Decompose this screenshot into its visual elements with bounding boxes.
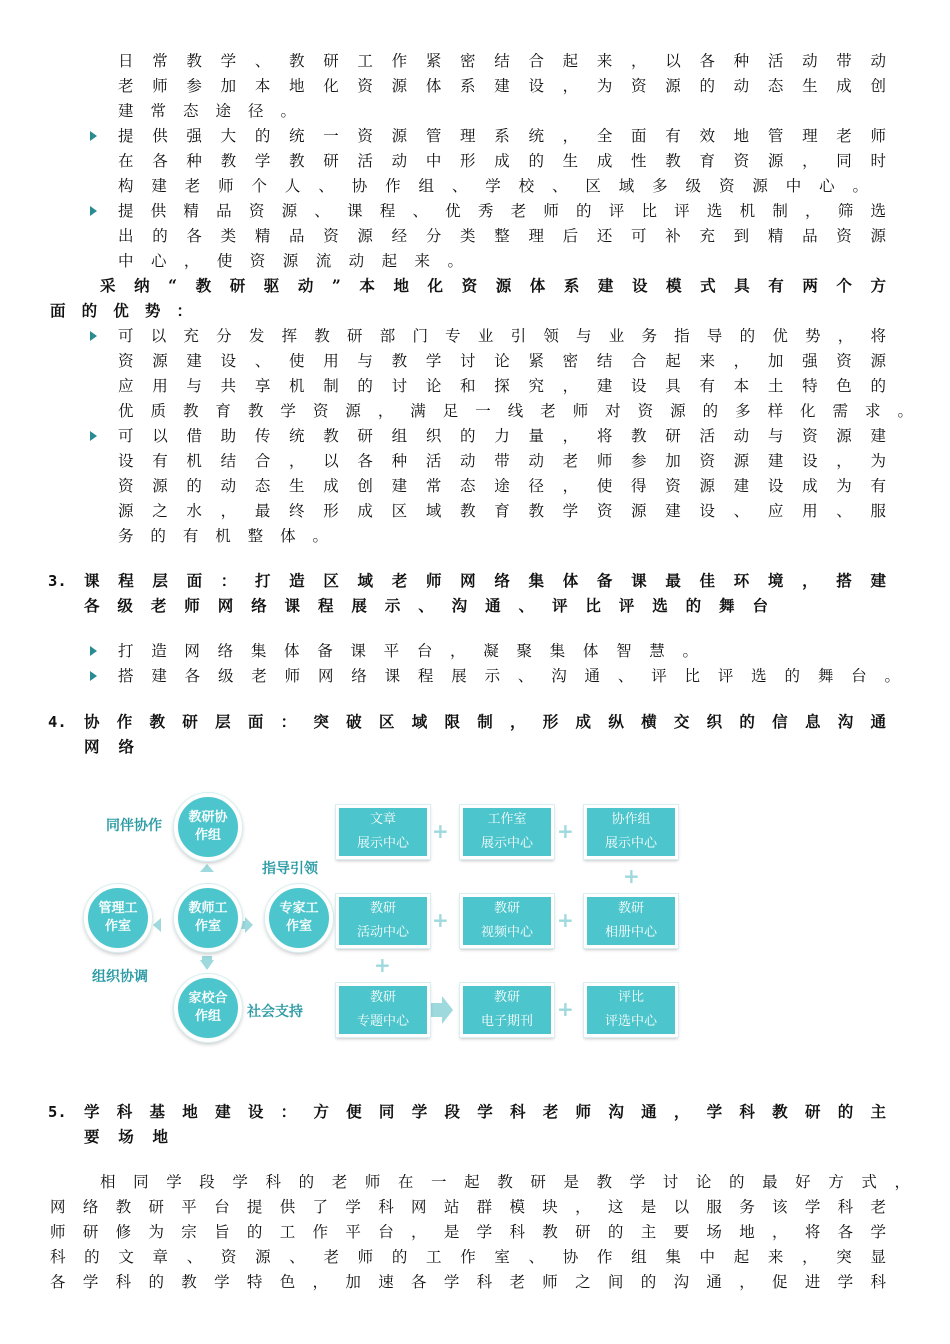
e-journal-box: 教研 电子期刊	[460, 983, 554, 1037]
bullet-arrow-icon	[90, 331, 97, 341]
bullet-arrow-icon	[90, 671, 97, 681]
bullet-line: 资源的动态生成创建常态途径，使得资源建设成为有	[118, 477, 886, 495]
plus-icon: +	[432, 819, 449, 843]
section-heading: 协作教研层面：突破区域限制，形成纵横交织的信息沟通	[84, 712, 886, 731]
studio-center-box: 工作室 展示中心	[460, 805, 554, 859]
label-social-support: 社会支持	[247, 1004, 303, 1020]
expert-studio-node: 专家工 作室	[265, 884, 333, 952]
home-school-group-node: 家校合 作组	[174, 974, 242, 1042]
arrow-up-icon	[200, 864, 214, 872]
management-studio-node: 管理工 作室	[84, 884, 152, 952]
bullet-arrow-icon	[90, 206, 97, 216]
bullet-line: 提供强大的统一资源管理系统，全面有效地管理老师	[118, 127, 886, 145]
plus-icon: +	[374, 953, 391, 977]
section-heading: 学科基地建设：方便同学段学科老师沟通，学科教研的主	[84, 1102, 886, 1121]
section-heading: 网络	[84, 737, 134, 756]
bullet-line: 源之水，最终形成区域教育教学资源建设、应用、服	[118, 502, 886, 520]
bullet-line: 搭建各级老师网络课程展示、沟通、评比评选的舞台。	[118, 667, 900, 685]
arrow-left-icon	[153, 918, 161, 932]
bold-paragraph-line: 采纳“教研驱动”本地化资源体系建设模式具有两个方	[100, 276, 886, 295]
heading-number: 3.	[48, 572, 67, 590]
paragraph-line: 日常教学、教研工作紧密结合起来，以各种活动带动	[118, 52, 886, 70]
activity-center-box: 教研 活动中心	[336, 894, 430, 948]
teacher-studio-node: 教师工 作室	[174, 884, 242, 952]
paragraph-line: 相同学段学科的老师在一起教研是教学讨论的最好方式，	[100, 1173, 910, 1191]
bullet-line: 出的各类精品资源经分类整理后还可补充到精品资源	[118, 227, 886, 245]
bullet-line: 提供精品资源、课程、优秀老师的评比评选机制，筛选	[118, 202, 886, 220]
label-organization: 组织协调	[92, 969, 148, 985]
plus-icon: +	[432, 908, 449, 932]
paragraph-line: 科的文章、资源、老师的工作室、协作组集中起来，突显	[50, 1248, 886, 1266]
plus-icon: +	[557, 819, 574, 843]
section-heading: 课程层面：打造区域老师网络集体备课最佳环境，搭建	[84, 571, 886, 590]
bullet-line: 在各种教学教研活动中形成的生成性教育资源，同时	[118, 152, 886, 170]
evaluation-center-box: 评比 评选中心	[584, 983, 678, 1037]
bullet-line: 中心，使资源流动起来。	[118, 252, 463, 270]
bullet-line: 构建老师个人、协作组、学校、区域多级资源中心。	[118, 177, 868, 195]
plus-icon: +	[623, 864, 640, 888]
bullet-line: 务的有机整体。	[118, 527, 328, 545]
bullet-line: 应用与共享机制的讨论和探究，建设具有本土特色的	[118, 377, 886, 395]
collaboration-diagram	[80, 790, 690, 1060]
bullet-line: 可以借助传统教研组织的力量，将教研活动与资源建	[118, 427, 886, 445]
bullet-line: 打造网络集体备课平台，凝聚集体智慧。	[118, 642, 698, 660]
plus-icon: +	[557, 997, 574, 1021]
bullet-line: 资源建设、使用与教学讨论紧密结合起来，加强资源	[118, 352, 886, 370]
section-heading: 各级老师网络课程展示、沟通、评比评选的舞台	[84, 596, 768, 615]
topic-center-box: 教研 专题中心	[336, 983, 430, 1037]
paragraph-line: 各学科的教学特色，加速各学科老师之间的沟通，促进学科	[50, 1273, 886, 1291]
bullet-line: 优质教育教学资源，满足一线老师对资源的多样化需求。	[118, 402, 913, 420]
heading-number: 5.	[48, 1103, 67, 1121]
group-center-box: 协作组 展示中心	[584, 805, 678, 859]
paragraph-line: 建常态途径。	[118, 102, 296, 120]
arrow-right-icon	[430, 996, 453, 1024]
bullet-arrow-icon	[90, 431, 97, 441]
heading-number: 4.	[48, 713, 67, 731]
bullet-line: 设有机结合，以各种活动带动老师参加资源建设，为	[118, 452, 886, 470]
paragraph-line: 网络教研平台提供了学科网站群模块，这是以服务该学科老	[50, 1198, 886, 1216]
teaching-research-group-node: 教研协 作组	[174, 793, 242, 861]
bullet-arrow-icon	[90, 131, 97, 141]
label-peer-collaboration: 同伴协作	[106, 818, 162, 834]
bold-paragraph-line: 面的优势：	[50, 301, 192, 320]
paragraph-line: 老师参加本地化资源体系建设，为资源的动态生成创	[118, 77, 886, 95]
album-center-box: 教研 相册中心	[584, 894, 678, 948]
article-center-box: 文章 展示中心	[336, 805, 430, 859]
section-heading: 要场地	[84, 1127, 168, 1146]
video-center-box: 教研 视频中心	[460, 894, 554, 948]
plus-icon: +	[557, 908, 574, 932]
bullet-line: 可以充分发挥教研部门专业引领与业务指导的优势，将	[118, 327, 886, 345]
label-guidance: 指导引领	[262, 861, 318, 877]
paragraph-line: 师研修为宗旨的工作平台，是学科教研的主要场地，将各学	[50, 1223, 886, 1241]
bullet-arrow-icon	[90, 646, 97, 656]
